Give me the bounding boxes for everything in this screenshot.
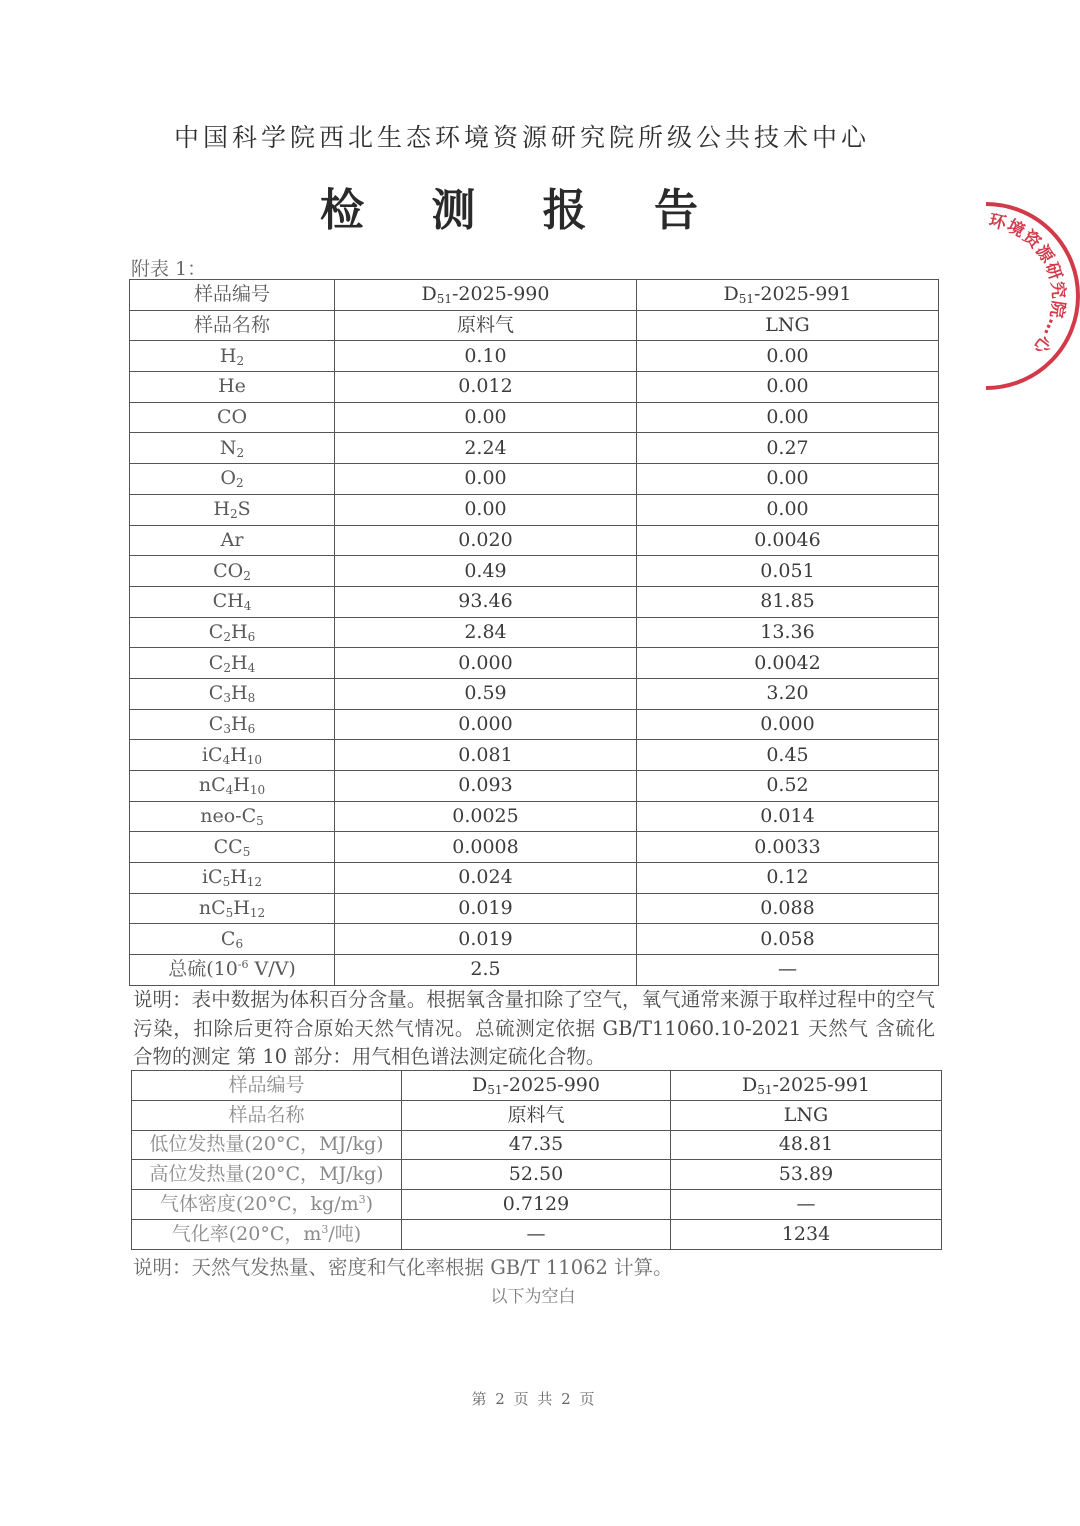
row-label: $iC_5H_{12}$ [130, 863, 335, 894]
row-label: 总硫($10^{-6}$ V/V) [130, 955, 335, 986]
sample1-value: 0.00 [335, 494, 637, 525]
table1-row [130, 617, 939, 648]
calculation-note: 说明：天然气发热量、密度和气化率根据 GB/T 11062 计算。 [133, 1256, 673, 1279]
row-label: 样品名称 [132, 1100, 402, 1130]
row-label: 样品编号 [132, 1071, 402, 1101]
row-label: Ar [130, 525, 335, 556]
sample1-value: 93.46 [335, 586, 637, 617]
row-label: $iC_4H_{10}$ [130, 740, 335, 771]
row-label: $C_2H_6$ [130, 617, 335, 648]
sample2-value: 0.088 [637, 893, 939, 924]
sample2-value: 3.20 [637, 678, 939, 709]
sample1-value: 0.019 [335, 924, 637, 955]
table2-row [132, 1160, 942, 1190]
table1-row [130, 801, 939, 832]
sample2-value: 0.00 [637, 402, 939, 433]
page-footer: 第 2 页 共 2 页 [471, 1390, 595, 1408]
sample1-value: 0.0025 [335, 801, 637, 832]
sample2-value: 1234 [671, 1219, 942, 1249]
table1-row [130, 832, 939, 863]
sample1-value: 0.10 [335, 341, 637, 372]
sample1-value: 原料气 [402, 1100, 671, 1130]
table1-row [130, 648, 939, 679]
sample2-value: 0.0046 [637, 525, 939, 556]
row-label: $H_2S$ [130, 494, 335, 525]
row-label: $O_2$ [130, 464, 335, 495]
sample1-value: 2.5 [335, 955, 637, 986]
sample1-value: $D_{51}-2025-990$ [335, 280, 637, 311]
sample1-value: 47.35 [402, 1130, 671, 1160]
sample1-value: 0.7129 [402, 1190, 671, 1220]
row-label: $C_6$ [130, 924, 335, 955]
row-label: He [130, 372, 335, 403]
table2-header-row [132, 1100, 942, 1130]
row-label: $CH_4$ [130, 586, 335, 617]
sample1-value: 0.081 [335, 740, 637, 771]
table1-row [130, 556, 939, 587]
sample2-value: 0.000 [637, 709, 939, 740]
sample2-value: — [637, 955, 939, 986]
row-label: 气化率(20°C，$m^3/$吨) [132, 1219, 402, 1249]
row-label: 样品名称 [130, 310, 335, 341]
sample2-value: 48.81 [671, 1130, 942, 1160]
table2-row [132, 1219, 942, 1249]
row-label: neo-$C_5$ [130, 801, 335, 832]
stamp-text: 环境资源研究院…心 [986, 210, 1069, 358]
sample2-value: $D_{51}-2025-991$ [671, 1071, 942, 1101]
sample1-value: 0.012 [335, 372, 637, 403]
report-title: 检 测 报 告 [320, 185, 724, 236]
sample2-value: 0.0033 [637, 832, 939, 863]
svg-text:环境资源研究院…心 [987, 211, 1069, 359]
row-label: $nC_5H_{12}$ [130, 893, 335, 924]
table1-row [130, 433, 939, 464]
sample1-value: 0.00 [335, 402, 637, 433]
sample2-value: 0.00 [637, 372, 939, 403]
row-label: $C_2H_4$ [130, 648, 335, 679]
sample1-value: 2.84 [335, 617, 637, 648]
row-label: 样品编号 [130, 280, 335, 311]
sample1-value: 0.024 [335, 863, 637, 894]
table1-header-row [130, 280, 939, 311]
attachment-label: 附表 1： [131, 258, 207, 280]
sample1-value: 52.50 [402, 1160, 671, 1190]
row-label: 低位发热量(20°C，MJ/kg) [132, 1130, 402, 1160]
heating-value-table [131, 1070, 942, 1250]
table1-row [130, 525, 939, 556]
sample2-value: 0.058 [637, 924, 939, 955]
sample2-value: 0.52 [637, 771, 939, 802]
sample1-value: 0.49 [335, 556, 637, 587]
table1-row [130, 924, 939, 955]
sample2-value: 0.051 [637, 556, 939, 587]
sample1-value: 0.00 [335, 464, 637, 495]
sample2-value: 0.27 [637, 433, 939, 464]
sample1-value: 0.000 [335, 709, 637, 740]
table1-row [130, 372, 939, 403]
sample1-value: $D_{51}-2025-990$ [402, 1071, 671, 1101]
sample2-value: 0.12 [637, 863, 939, 894]
sample2-value: 53.89 [671, 1160, 942, 1190]
row-label: $N_2$ [130, 433, 335, 464]
table2-row [132, 1130, 942, 1160]
table1-row [130, 341, 939, 372]
sample2-value: LNG [637, 310, 939, 341]
table1-header-row [130, 310, 939, 341]
table1-row [130, 771, 939, 802]
table1-row [130, 402, 939, 433]
row-label: $H_2$ [130, 341, 335, 372]
sample2-value: 0.45 [637, 740, 939, 771]
sample2-value: — [671, 1190, 942, 1220]
composition-note: 说明：表中数据为体积百分含量。根据氧含量扣除了空气，氧气通常来源于取样过程中的空气污染，扣除后更符合原始天然气情况。总硫测定依据 GB/T11060.10-2021 天然气 含硫化合物的测定 第 10 部分：用气相色谱法测定硫化合物。 [133, 988, 935, 1068]
table1-row [130, 586, 939, 617]
sample1-value: 2.24 [335, 433, 637, 464]
blank-below-marker: 以下为空白 [490, 1287, 576, 1307]
sample2-value: 81.85 [637, 586, 939, 617]
sample2-value: 0.00 [637, 494, 939, 525]
composition-table [129, 279, 939, 986]
sample2-value: 0.014 [637, 801, 939, 832]
sample1-value: 0.093 [335, 771, 637, 802]
sample1-value: 0.0008 [335, 832, 637, 863]
row-label: 高位发热量(20°C，MJ/kg) [132, 1160, 402, 1190]
table1-row [130, 494, 939, 525]
institution-name: 中国科学院西北生态环境资源研究院所级公共技术中心 [173, 123, 870, 152]
sample2-value: LNG [671, 1100, 942, 1130]
row-label: CO [130, 402, 335, 433]
row-label: $nC_4H_{10}$ [130, 771, 335, 802]
row-label: $CO_2$ [130, 556, 335, 587]
sample1-value: 0.020 [335, 525, 637, 556]
red-seal-stamp [962, 196, 1080, 396]
sample1-value: 0.000 [335, 648, 637, 679]
sample1-value: 0.019 [335, 893, 637, 924]
sample2-value: 0.00 [637, 464, 939, 495]
sample1-value: 0.59 [335, 678, 637, 709]
row-label: $C_3H_6$ [130, 709, 335, 740]
sample1-value: — [402, 1219, 671, 1249]
row-label: $C_3H_8$ [130, 678, 335, 709]
table2-row [132, 1190, 942, 1220]
sample1-value: 原料气 [335, 310, 637, 341]
table1-row [130, 678, 939, 709]
sample2-value: 13.36 [637, 617, 939, 648]
table1-row [130, 955, 939, 986]
row-label: 气体密度(20°C，$kg/m^3$) [132, 1190, 402, 1220]
sample2-value: $D_{51}-2025-991$ [637, 280, 939, 311]
table2-header-row [132, 1071, 942, 1101]
row-label: $CC_5$ [130, 832, 335, 863]
table1-row [130, 464, 939, 495]
table1-row [130, 893, 939, 924]
table1-row [130, 863, 939, 894]
sample2-value: 0.00 [637, 341, 939, 372]
sample2-value: 0.0042 [637, 648, 939, 679]
table1-row [130, 740, 939, 771]
table1-row [130, 709, 939, 740]
